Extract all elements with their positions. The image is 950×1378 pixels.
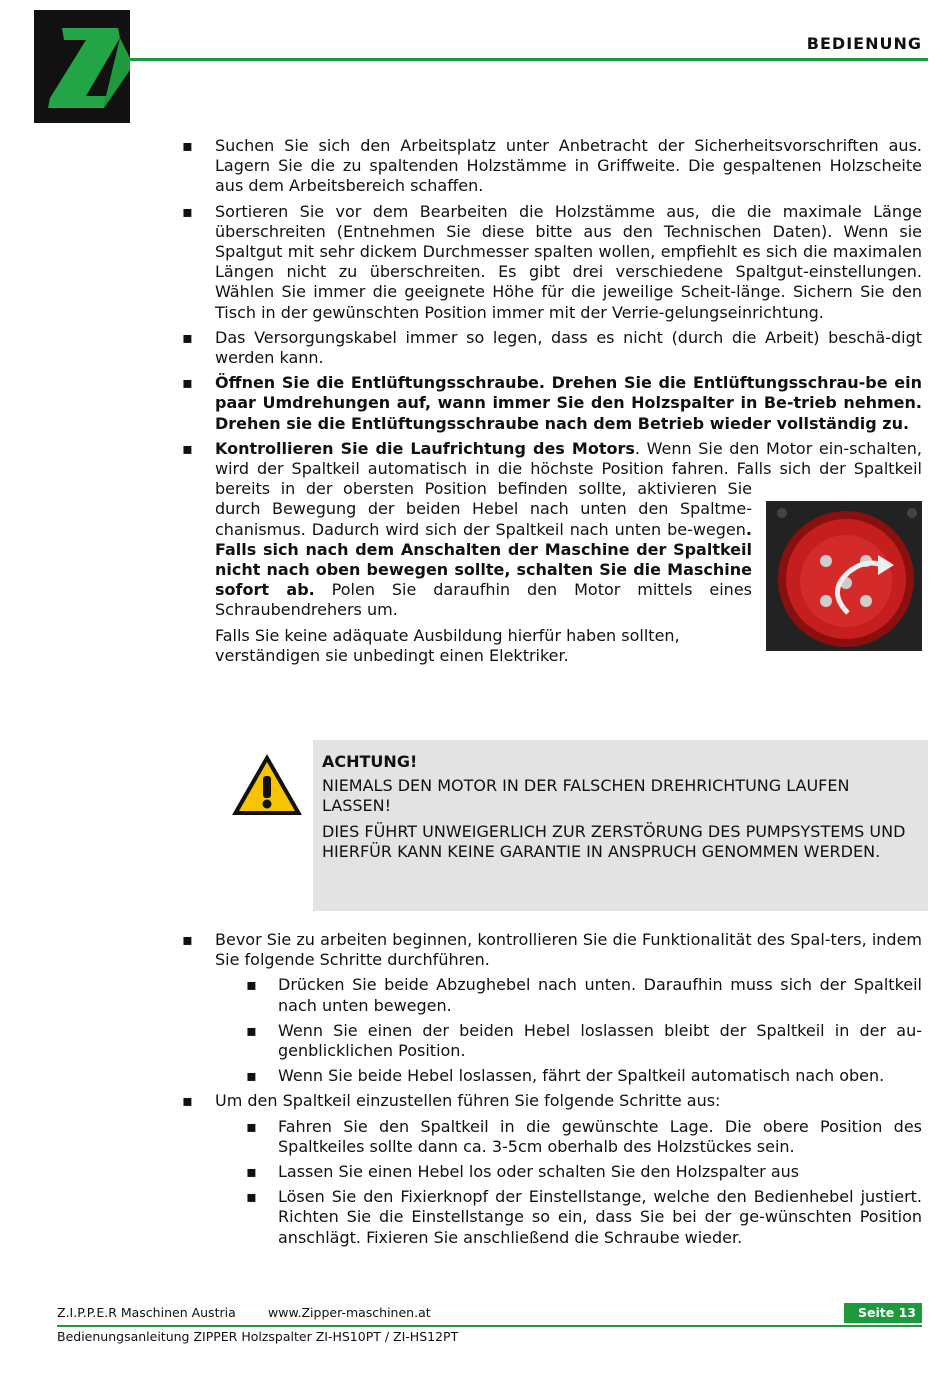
bullet-icon: ▪ (246, 975, 257, 995)
bullet-icon: ▪ (246, 1116, 257, 1136)
warning-box (313, 740, 928, 911)
motor-repolarize-text: Polen Sie daraufhin den Motor mittels eines Schraubendrehers um. (215, 580, 753, 620)
bullet-icon: ▪ (246, 1162, 257, 1182)
list-item (182, 328, 922, 368)
motor-warning-text: . Falls sich nach dem Anschalten der Maschine der Spaltkeil nicht nach oben bewegen sollte, schalten Sie die Maschine sofort ab. (215, 519, 752, 600)
sub-list-item (182, 1187, 922, 1248)
main-content (182, 136, 922, 671)
list-item (182, 202, 922, 323)
sub-list-item-text: Lösen Sie den Fixierknopf der Einstellstange, welche den Bedienhebel justiert. Richten Sie die Einstellstange so ein, dass Sie bei der ge-wünschten Position anschlägt. Fixieren Sie anschließend die Schraube wieder. (278, 1187, 922, 1247)
header-rule (130, 58, 928, 61)
bullet-icon: ▪ (182, 327, 193, 347)
list-item-text: Bevor Sie zu arbeiten beginnen, kontrollieren Sie die Funktionalität des Spal-ters, indem Sie folgende Schritte durchführen. (215, 930, 922, 970)
list-item-text: Suchen Sie sich den Arbeitsplatz unter Anbetracht der Sicherheitsvorschriften aus. Lagern Sie die zu spaltenden Holzstämme in Griffweite. Die gespaltenen Holzscheite aus dem Arbeitsbereich schaffen. (215, 136, 922, 196)
footer-manual-title: Bedienungsanleitung ZIPPER Holzspalter ZI-HS10PT / ZI-HS12PT (57, 1329, 459, 1344)
function-check-section (182, 930, 922, 1253)
list-item-vent-screw (182, 373, 922, 434)
bullet-icon: ▪ (246, 1066, 257, 1086)
sub-list-item-text: Wenn Sie einen der beiden Hebel loslassen bleibt der Spaltkeil in der au-genblicklichen Position. (278, 1020, 922, 1061)
bullet-icon: ▪ (246, 1187, 257, 1207)
motor-check-text: . Wenn Sie den Motor ein-schalten, wird der Spaltkeil automatisch in die höchste Position fahren. Falls sich der Spaltkeil bereits in der obersten Position befinden sollte, aktivieren Sie durch Bewegung der beiden Hebel nach unten den Spaltme-chanismus. Dadurch wird sich der Spaltkeil nach unten be-wegen (215, 438, 922, 539)
warning-triangle-icon (230, 752, 304, 818)
sub-list-item (182, 1117, 922, 1157)
footer-company: Z.I.P.P.E.R Maschinen Austria (57, 1305, 236, 1320)
sub-list-item-text: Fahren Sie den Spaltkeil in die gewünschte Lage. Die obere Position des Spaltkeiles sollte dann ca. 3-5cm oberhalb des Holzstückes sein. (278, 1116, 922, 1156)
bullet-icon: ▪ (182, 136, 193, 155)
list-item-text: Sortieren Sie vor dem Bearbeiten die Holzstämme aus, die die maximale Länge überschreiten (Entnehmen Sie diese bitte aus den Technischen Daten). Wenn sie Spaltgut mit sehr dickem Durchmesser spalten wollen, empfiehlt es sich die maximalen Längen nicht zu überschreiten. Es gibt drei verschiedene Spaltgut-einstellungen. Wählen Sie immer die geeignete Höhe für die jeweilige Scheit-länge. Sichern Sie den Tisch in der gewünschten Position immer mit der Verrie-gelungseinrichtung. (215, 201, 922, 322)
bullet-icon: ▪ (182, 930, 193, 949)
list-item (182, 136, 922, 197)
bullet-icon: ▪ (182, 1091, 193, 1111)
list-item-text: Das Versorgungskabel immer so legen, dass es nicht (durch die Arbeit) beschä-digt werden kann. (215, 327, 922, 368)
sub-list-item (182, 1066, 922, 1086)
warning-section (230, 740, 928, 911)
section-title: BEDIENUNG (806, 34, 922, 53)
sub-list-item (182, 1162, 922, 1182)
bullet-icon: ▪ (246, 1020, 257, 1040)
warning-line: DIES FÜHRT UNWEIGERLICH ZUR ZERSTÖRUNG DES PUMPSYSTEMS UND HIERFÜR KANN KEINE GARANTIE IN ANSPRUCH GENOMMEN WERDEN. (322, 821, 906, 861)
footer-website: www.Zipper-maschinen.at (268, 1305, 431, 1320)
bullet-icon: ▪ (182, 438, 193, 458)
page-number-badge: Seite 13 (844, 1303, 922, 1323)
list-item (182, 1091, 922, 1111)
motor-check-title: Kontrollieren Sie die Laufrichtung des Motors (215, 438, 635, 458)
bullet-icon: ▪ (182, 201, 193, 221)
footer-rule (57, 1325, 922, 1327)
motor-plug-photo (766, 501, 922, 651)
sub-list-item (182, 1021, 922, 1061)
sub-list-item-text: Wenn Sie beide Hebel loslassen, fährt der Spaltkeil automatisch nach oben. (278, 1066, 885, 1086)
warning-title: ACHTUNG! (322, 752, 418, 771)
zipper-logo (34, 10, 130, 123)
list-item (182, 930, 922, 970)
vent-screw-instruction: Öffnen Sie die Entlüftungsschraube. Drehen Sie die Entlüftungsschrau-be ein paar Umdrehungen auf, wann immer Sie den Holzspalter in Be-trieb nehmen. Drehen sie die Entlüftungsschraube nach dem Betrieb wieder vollständig zu. (215, 373, 922, 433)
electrician-note: Falls Sie keine adäquate Ausbildung hierfür haben sollten, verständigen sie unbedingt einen Elektriker. (215, 625, 680, 665)
bullet-icon: ▪ (182, 373, 193, 393)
sub-list-item-text: Drücken Sie beide Abzughebel nach unten. Daraufhin muss sich der Spaltkeil nach unten bewegen. (278, 975, 922, 1015)
list-item-motor-direction (182, 439, 922, 666)
sub-list-item-text: Lassen Sie einen Hebel los oder schalten Sie den Holzspalter aus (278, 1162, 800, 1182)
list-item-text: Um den Spaltkeil einzustellen führen Sie folgende Schritte aus: (215, 1091, 721, 1111)
sub-list-item (182, 975, 922, 1015)
warning-line: NIEMALS DEN MOTOR IN DER FALSCHEN DREHRICHTUNG LAUFEN LASSEN! (322, 776, 850, 816)
